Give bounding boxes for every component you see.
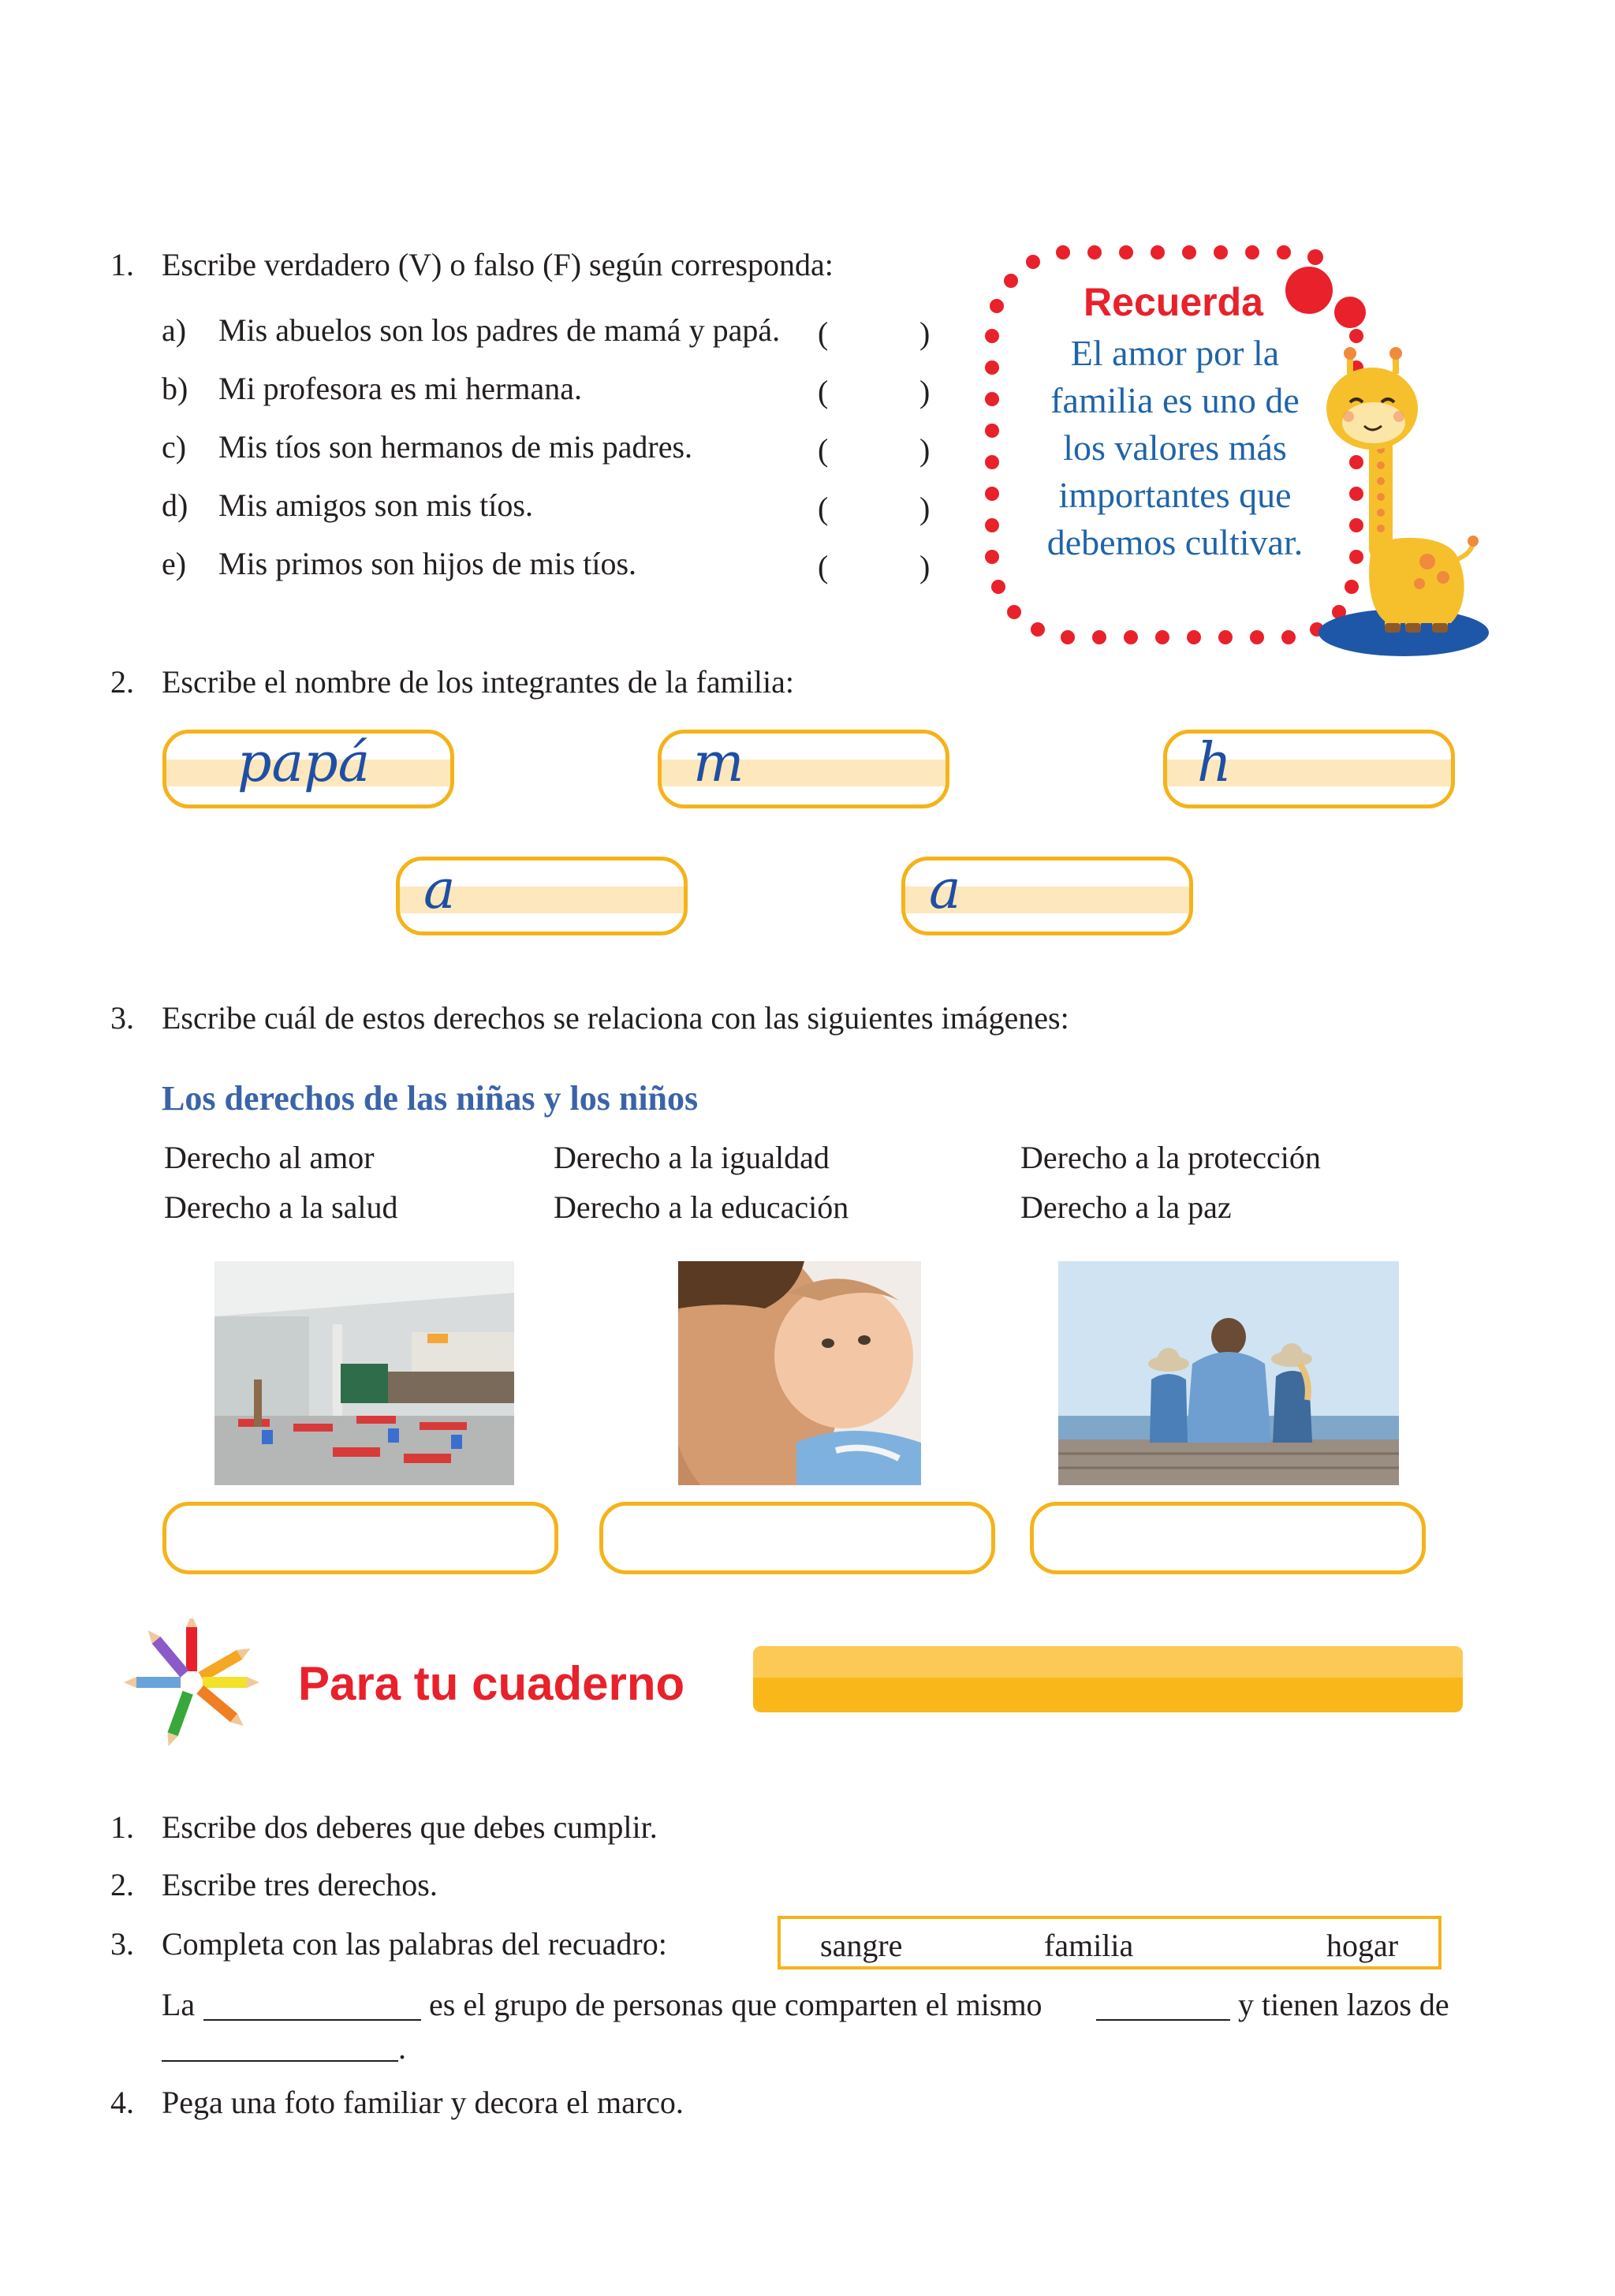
cuaderno-item-number: 1. [110, 1809, 134, 1845]
classroom-photo [214, 1261, 514, 1485]
q1-paren-open: ( [818, 549, 829, 584]
q1-paren-open: ( [818, 374, 829, 409]
cuaderno-item-text: Completa con las palabras del recuadro: [162, 1926, 667, 1962]
q1-item-letter: e) [162, 546, 187, 581]
q1-paren-close: ) [919, 491, 931, 526]
right-item: Derecho a la salud [164, 1189, 398, 1225]
cuaderno-title-bar [753, 1646, 1463, 1712]
cuaderno-item-number: 2. [110, 1867, 134, 1902]
recuerda-title: Recuerda [1084, 280, 1263, 324]
family-name-word: papá [237, 732, 371, 794]
cuaderno-title: Para tu cuaderno [298, 1657, 685, 1710]
family-name-word: h [1197, 732, 1232, 794]
rights-title: Los derechos de las niñas y los niños [162, 1079, 699, 1118]
right-item: Derecho a la educación [554, 1189, 849, 1225]
family-beach-photo [1058, 1261, 1399, 1485]
q1-answer-slot[interactable] [840, 426, 919, 467]
q1-item-letter: b) [162, 371, 188, 406]
family-name-box[interactable] [1163, 730, 1455, 808]
fill-sentence-part: La [162, 1987, 196, 2022]
cuaderno-title-bar-highlight [753, 1646, 1463, 1678]
right-item: Derecho a la paz [1020, 1189, 1232, 1225]
word-box-item: sangre [820, 1928, 903, 1963]
word-box-item: hogar [1326, 1928, 1399, 1963]
right-item: Derecho a la protección [1020, 1140, 1321, 1175]
q1-instruction: Escribe verdadero (V) o falso (F) según corresponda: [162, 247, 834, 282]
photo-answer-box[interactable] [1030, 1502, 1426, 1574]
q1-paren-close: ) [919, 315, 931, 351]
q1-item-text: Mis amigos son mis tíos. [218, 487, 533, 523]
family-name-word: m [693, 732, 744, 794]
right-item: Derecho al amor [164, 1140, 375, 1175]
family-name-word: a [423, 859, 456, 921]
q3-instruction: Escribe cuál de estos derechos se relaciona con las siguientes imágenes: [162, 1000, 1069, 1036]
fill-blank[interactable] [203, 2019, 421, 2021]
q1-paren-close: ) [919, 549, 931, 584]
q2-instruction: Escribe el nombre de los integrantes de la familia: [162, 664, 794, 700]
q2-number: 2. [110, 664, 134, 700]
q1-item-text: Mis abuelos son los padres de mamá y papá. [218, 312, 781, 348]
colored-pencils-icon [117, 1618, 267, 1746]
q1-item-letter: a) [162, 312, 187, 348]
recuerda-line: familia es uno de [1050, 380, 1300, 420]
fill-sentence-end: . [398, 2030, 406, 2066]
q1-answer-slot[interactable] [840, 543, 919, 584]
cuaderno-item-text: Escribe dos deberes que debes cumplir. [162, 1809, 658, 1845]
fill-sentence-part: es el grupo de personas que comparten el mismo [429, 1987, 1042, 2022]
right-item: Derecho a la igualdad [554, 1140, 830, 1175]
cuaderno-item-number: 3. [110, 1926, 134, 1962]
photo-answer-box[interactable] [162, 1502, 558, 1574]
q3-number: 3. [110, 1000, 134, 1036]
q1-paren-open: ( [818, 315, 829, 351]
q1-item-letter: c) [162, 429, 187, 465]
recuerda-line: importantes que [1058, 475, 1292, 515]
family-name-box[interactable] [658, 730, 949, 808]
photo-answer-box[interactable] [599, 1502, 995, 1574]
word-box-item: familia [1044, 1928, 1134, 1963]
q1-number: 1. [110, 247, 134, 282]
recuerda-line: los valores más [1063, 427, 1287, 468]
q1-item-letter: d) [162, 487, 188, 523]
cuaderno-item-number: 4. [110, 2085, 134, 2120]
recuerda-text [1001, 330, 1348, 566]
q1-paren-close: ) [919, 374, 931, 409]
q1-answer-slot[interactable] [840, 484, 919, 525]
q1-paren-open: ( [818, 432, 829, 468]
q1-item-text: Mi profesora es mi hermana. [218, 371, 582, 406]
father-baby-photo [678, 1261, 921, 1485]
fill-sentence-part: y tienen lazos de [1238, 1987, 1449, 2022]
q1-item-text: Mis primos son hijos de mis tíos. [218, 546, 637, 581]
giraffe-illustration [1317, 347, 1490, 663]
cuaderno-item-text: Pega una foto familiar y decora el marco. [162, 2085, 684, 2120]
family-name-box[interactable] [901, 857, 1193, 935]
q1-answer-slot[interactable] [840, 309, 919, 350]
cuaderno-item-text: Escribe tres derechos. [162, 1867, 438, 1902]
q1-paren-close: ) [919, 432, 931, 468]
recuerda-line: debemos cultivar. [1046, 522, 1304, 562]
family-name-box[interactable] [162, 730, 454, 808]
family-name-word: a [929, 859, 961, 921]
q1-answer-slot[interactable] [840, 368, 919, 409]
q1-item-text: Mis tíos son hermanos de mis padres. [218, 429, 693, 465]
word-box [778, 1916, 1442, 1969]
fill-blank[interactable] [162, 2060, 398, 2062]
fill-blank[interactable] [1096, 2019, 1230, 2021]
family-name-box[interactable] [396, 857, 688, 935]
recuerda-line: El amor por la [1070, 333, 1280, 373]
q1-paren-open: ( [818, 491, 829, 526]
